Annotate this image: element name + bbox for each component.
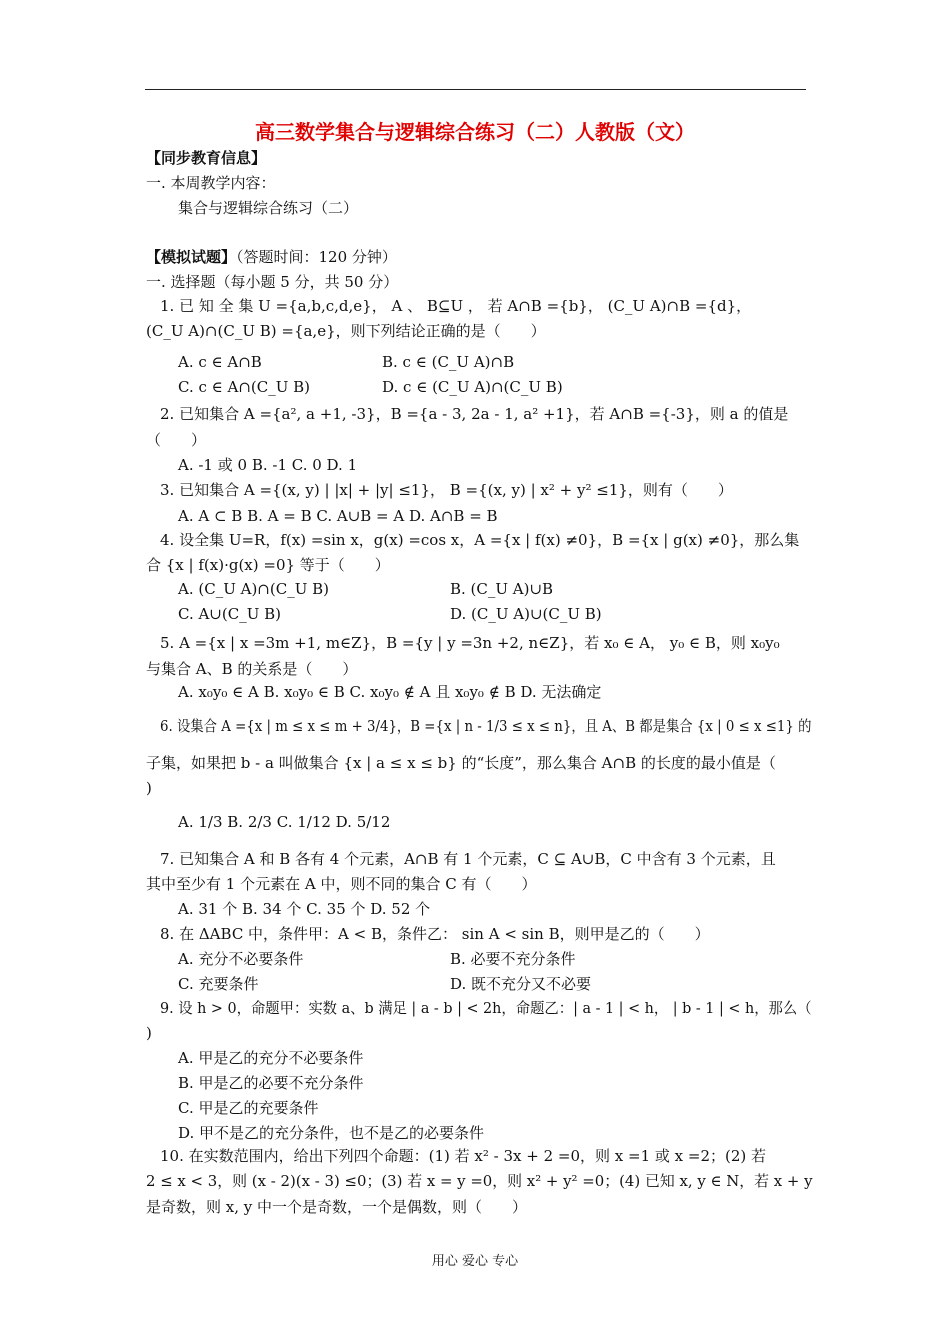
q4-option-d: D. (C_U A)∪(C_U B) (450, 605, 602, 623)
q3-line1: 3. 已知集合 A ={(x, y) | |x| + |y| ≤1}， B ={(x, y) | x² + y² ≤1}，则有（ ） (160, 481, 733, 499)
q8-option-a: A. 充分不必要条件 (178, 950, 304, 968)
page-title: 高三数学集合与逻辑综合练习（二）人教版（文） (255, 120, 695, 144)
q2-line1: 2. 已知集合 A ={a², a +1, -3}，B ={a - 3, 2a - 1, a² +1}，若 A∩B ={-3}，则 a 的值是 (160, 405, 789, 423)
q4-option-b: B. (C_U A)∪B (450, 580, 554, 598)
q5-options: A. x₀y₀ ∈ A B. x₀y₀ ∈ B C. x₀y₀ ∉ A 且 x₀y₀ ∉ B D. 无法确定 (178, 683, 602, 701)
q1-line2: (C_U A)∩(C_U B) ={a,e}，则下列结论正确的是（ ） (146, 322, 546, 340)
q8-line1: 8. 在 ΔABC 中，条件甲：A < B，条件乙： sin A < sin B，则甲是乙的（ ） (160, 925, 710, 943)
week-content-label: 一. 本周教学内容： (146, 174, 276, 192)
q8-option-d: D. 既不充分又不必要 (450, 975, 592, 993)
q2-options: A. -1 或 0 B. -1 C. 0 D. 1 (178, 456, 358, 474)
q1-line1: 1. 已 知 全 集 U ={a,b,c,d,e}， A 、 B⊆U ， 若 A∩B ={b}， (C_U A)∩B ={d}， (160, 297, 752, 315)
mock-header: 【模拟试题】 (146, 248, 237, 266)
q6-line1: 6. 设集合 A ={x | m ≤ x ≤ m + 3/4}，B ={x | n - 1/3 ≤ x ≤ n}，且 A、B 都是集合 {x | 0 ≤ x ≤1} 的 (160, 717, 812, 735)
q4-option-a: A. (C_U A)∩(C_U B) (178, 580, 329, 598)
q7-line1: 7. 已知集合 A 和 B 各有 4 个元素，A∩B 有 1 个元素，C ⊆ A∪B，C 中含有 3 个元素，且 (160, 850, 776, 868)
sync-header: 【同步教育信息】 (146, 149, 267, 167)
q9-option-a: A. 甲是乙的充分不必要条件 (178, 1049, 364, 1067)
q5-line1: 5. A ={x | x =3m +1, m∈Z}，B ={y | y =3n +2, n∈Z}，若 x₀ ∈ A， y₀ ∈ B，则 x₀y₀ (160, 634, 780, 652)
mock-time: （答题时间：120 分钟） (236, 248, 397, 266)
section-one: 一. 选择题（每小题 5 分，共 50 分） (146, 273, 399, 291)
q7-options: A. 31 个 B. 34 个 C. 35 个 D. 52 个 (178, 900, 431, 918)
q10-line1: 10. 在实数范围内，给出下列四个命题：(1) 若 x² - 3x + 2 =0，则 x =1 或 x =2；(2) 若 (160, 1147, 767, 1165)
q6-line3: ) (146, 779, 152, 797)
page-footer: 用心 爱心 专心 (431, 1254, 519, 1269)
mock-header-line (146, 247, 397, 267)
q9-line2: ) (146, 1024, 152, 1042)
q5-line2: 与集合 A、B 的关系是（ ） (146, 660, 358, 678)
q8-option-c: C. 充要条件 (178, 975, 259, 993)
q1-option-a: A. c ∈ A∩B (178, 353, 262, 371)
q3-options: A. A ⊂ B B. A = B C. A∪B = A D. A∩B = B (178, 507, 498, 525)
q4-line1: 4. 设全集 U=R，f(x) =sin x，g(x) =cos x，A ={x | f(x) ≠0}，B ={x | g(x) ≠0}，那么集 (160, 531, 800, 549)
q7-line2: 其中至少有 1 个元素在 A 中，则不同的集合 C 有（ ） (146, 875, 537, 893)
q10-line3: 是奇数，则 x, y 中一个是奇数，一个是偶数，则（ ） (146, 1198, 528, 1216)
header-rule (145, 89, 806, 90)
q6-options: A. 1/3 B. 2/3 C. 1/12 D. 5/12 (178, 813, 391, 831)
q10-line2: 2 ≤ x < 3，则 (x - 2)(x - 3) ≤0；(3) 若 x = y =0，则 x² + y² =0；(4) 已知 x, y ∈ N，若 x + y (146, 1172, 813, 1190)
q1-option-b: B. c ∈ (C_U A)∩B (382, 353, 515, 371)
q9-line1: 9. 设 h > 0，命题甲：实数 a、b 满足 | a - b | < 2h，命题乙：| a - 1 | < h， | b - 1 | < h，那么（ (160, 999, 812, 1017)
q9-option-c: C. 甲是乙的充要条件 (178, 1099, 319, 1117)
q1-option-c: C. c ∈ A∩(C_U B) (178, 378, 311, 396)
q8-option-b: B. 必要不充分条件 (450, 950, 576, 968)
q4-line2: 合 {x | f(x)·g(x) =0} 等于（ ） (146, 556, 390, 574)
q9-option-b: B. 甲是乙的必要不充分条件 (178, 1074, 364, 1092)
week-content: 集合与逻辑综合练习（二） (178, 199, 359, 217)
q4-option-c: C. A∪(C_U B) (178, 605, 281, 623)
q2-line2: （ ） (146, 431, 207, 449)
q6-line2: 子集，如果把 b - a 叫做集合 {x | a ≤ x ≤ b} 的“长度”，那么集合 A∩B 的长度的最小值是（ (146, 754, 776, 772)
q1-option-d: D. c ∈ (C_U A)∩(C_U B) (382, 378, 563, 396)
q9-option-d: D. 甲不是乙的充分条件，也不是乙的必要条件 (178, 1124, 485, 1142)
